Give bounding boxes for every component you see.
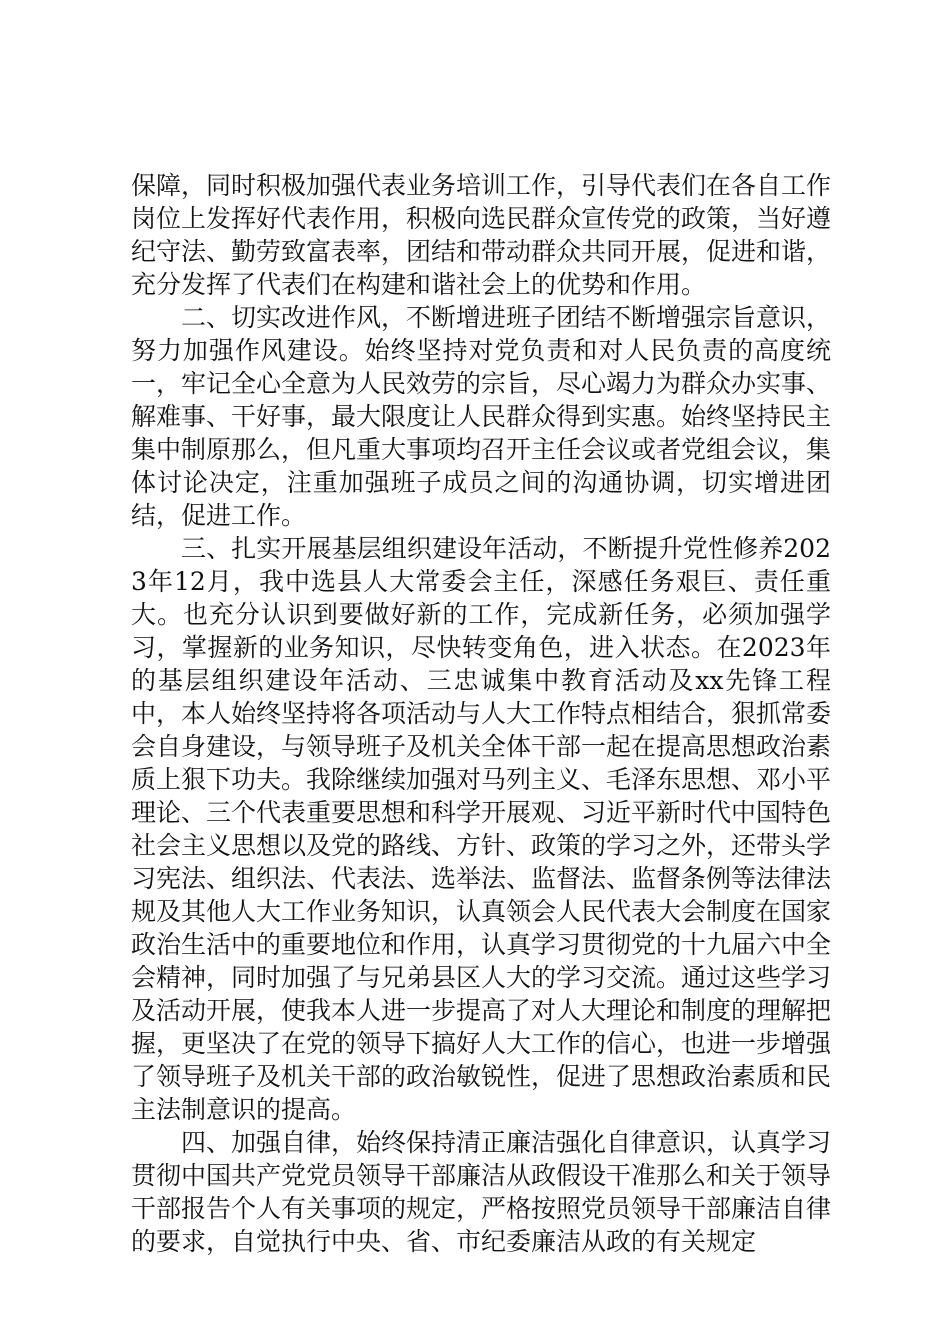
document-body <box>131 169 831 1258</box>
paragraph-section-4: 四、加强自律，始终保持清正廉洁强化自律意识，认真学习贯彻中国共产党党员领导干部廉洁从政假设干准那么和关于领导干部报告个人有关事项的规定，严格按照党员领导干部廉洁自律的要求，自觉执行中央、省、市纪委廉洁从政的有关规定 <box>131 1128 832 1256</box>
paragraph-section-2: 二、切实改进作风，不断增进班子团结不断增强宗旨意识，努力加强作风建设。始终坚持对党负责和对人民负责的高度统一，牢记全心全意为人民效劳的宗旨，尽心竭力为群众办实事、解难事、干好事，最大限度让人民群众得到实惠。始终坚持民主集中制原那么，但凡重大事项均召开主任会议或者党组会议，集体讨论决定，注重加强班子成员之间的沟通协调，切实增进团结，促进工作。 <box>131 303 832 530</box>
paragraph-continued: 保障，同时积极加强代表业务培训工作，引导代表们在各自工作岗位上发挥好代表作用，积极向选民群众宣传党的政策，当好遵纪守法、勤劳致富表率，团结和带动群众共同开展，促进和谐，充分发挥了代表们在构建和谐社会上的优势和作用。 <box>131 171 832 299</box>
paragraph-section-3: 三、扎实开展基层组织建设年活动，不断提升党性修养2023年12月，我中选县人大常委会主任，深感任务艰巨、责任重大。也充分认识到要做好新的工作，完成新任务，必须加强学习，掌握新的业务知识，尽快转变角色，进入状态。在2023年的基层组织建设年活动、三忠诚集中教育活动及xx先锋工程中，本人始终坚持将各项活动与人大工作特点相结合，狠抓常委会自身建设，与领导班子及机关全体干部一起在提高思想政治素质上狠下功夫。我除继续加强对马列主义、毛泽东思想、邓小平理论、三个代表重要思想和科学开展观、习近平新时代中国特色社会主义思想以及党的路线、方针、政策的学习之外，还带头学习宪法、组织法、代表法、选举法、监督法、监督条例等法律法规及其他人大工作业务知识，认真领会人民代表大会制度在国家政治生活中的重要地位和作用，认真学习贯彻党的十九届六中全会精神，同时加强了与兄弟县区人大的学习交流。通过这些学习及活动开展，使我本人进一步提高了对人大理论和制度的理解把握，更坚决了在党的领导下搞好人大工作的信心，也进一步增强了领导班子及机关干部的政治敏锐性，促进了思想政治素质和民主法制意识的提高。 <box>131 534 832 1124</box>
